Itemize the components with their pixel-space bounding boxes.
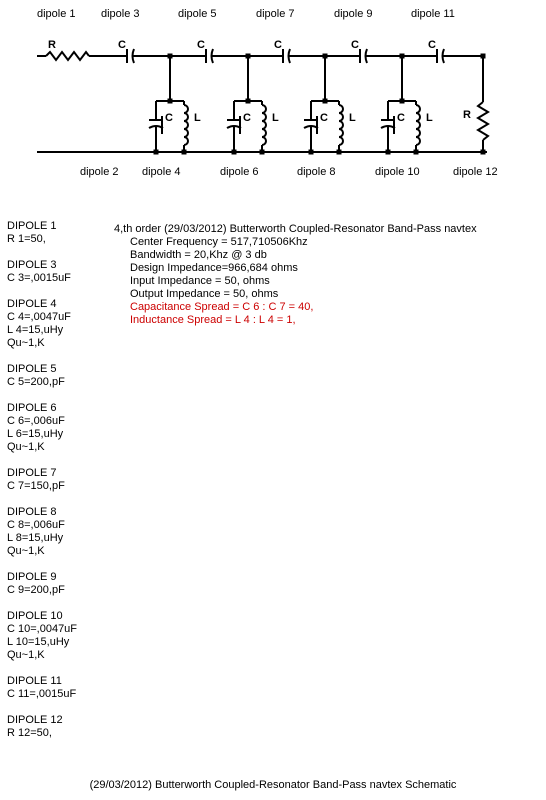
dipole-title: DIPOLE 5	[7, 363, 57, 375]
bottom-label-dipole-4: dipole 4	[142, 166, 181, 178]
bottom-label-dipole-12: dipole 12	[453, 166, 498, 178]
junction-dot	[232, 150, 237, 155]
junction-dot	[168, 54, 173, 59]
component-value: C 10=,0047uF	[7, 623, 78, 635]
junction-dot	[386, 150, 391, 155]
resistor-label-r12: R	[463, 109, 471, 121]
component-value: R 1=50,	[7, 233, 46, 245]
bandwidth: Bandwidth = 20,Khz @ 3 db	[130, 249, 267, 261]
series-capacitor-label: C	[197, 39, 205, 51]
dipole-title: DIPOLE 7	[7, 467, 57, 479]
junction-dot	[481, 150, 486, 155]
dipole-title: DIPOLE 4	[7, 298, 57, 310]
dipole-block	[7, 506, 117, 558]
input-impedance: Input Impedance = 50, ohms	[130, 275, 270, 287]
shunt-inductor	[184, 105, 188, 145]
dipole-title: DIPOLE 10	[7, 610, 63, 622]
component-value: L 6=15,uHy	[7, 428, 64, 440]
component-value: Qu~1,K	[7, 337, 45, 349]
series-capacitor-label: C	[351, 39, 359, 51]
center-frequency: Center Frequency = 517,710506Khz	[130, 236, 308, 248]
junction-dot	[337, 150, 342, 155]
component-value: C 4=,0047uF	[7, 311, 71, 323]
load-resistor	[478, 102, 488, 140]
design-impedance: Design Impedance=966,684 ohms	[130, 262, 298, 274]
top-label-dipole-5: dipole 5	[178, 8, 217, 20]
dipole-block	[7, 571, 117, 597]
top-label-dipole-3: dipole 3	[101, 8, 140, 20]
series-capacitor-label: C	[274, 39, 282, 51]
junction-dot	[323, 54, 328, 59]
shunt-inductor-label: L	[194, 112, 201, 124]
summary-heading: 4,th order (29/03/2012) Butterworth Coupled-Resonator Band-Pass navtex	[114, 223, 477, 235]
dipole-title: DIPOLE 12	[7, 714, 63, 726]
bottom-label-dipole-10: dipole 10	[375, 166, 420, 178]
component-value: Qu~1,K	[7, 545, 45, 557]
component-value: L 10=15,uHy	[7, 636, 70, 648]
dipole-title: DIPOLE 11	[7, 675, 62, 687]
dipole-title: DIPOLE 6	[7, 402, 57, 414]
component-value: C 9=200,pF	[7, 584, 65, 596]
dipole-title: DIPOLE 1	[7, 220, 57, 232]
series-capacitor-label: C	[118, 39, 126, 51]
shunt-capacitor-label: C	[397, 112, 405, 124]
shunt-inductor	[416, 105, 420, 145]
junction-dot	[260, 150, 265, 155]
shunt-inductor-label: L	[426, 112, 433, 124]
shunt-inductor	[339, 105, 343, 145]
input-resistor	[46, 52, 89, 60]
top-label-dipole-9: dipole 9	[334, 8, 373, 20]
schematic-caption: (29/03/2012) Butterworth Coupled-Resonator Band-Pass navtex Schematic	[89, 779, 457, 791]
junction-dot	[246, 54, 251, 59]
shunt-capacitor-label: C	[243, 112, 251, 124]
component-value: C 8=,006uF	[7, 519, 65, 531]
dipole-block	[7, 714, 117, 740]
junction-dot	[246, 99, 251, 104]
junction-dot	[323, 99, 328, 104]
junction-dot	[168, 99, 173, 104]
component-value: C 5=200,pF	[7, 376, 65, 388]
dipole-block	[7, 259, 117, 285]
dipole-block	[7, 220, 117, 246]
capacitance-spread: Capacitance Spread = C 6 : C 7 = 40,	[130, 301, 314, 313]
component-value: Qu~1,K	[7, 441, 45, 453]
dipole-title: DIPOLE 3	[7, 259, 57, 271]
dipole-block	[7, 675, 117, 701]
dipole-block	[7, 402, 117, 454]
top-label-dipole-7: dipole 7	[256, 8, 295, 20]
dipole-title: DIPOLE 9	[7, 571, 57, 583]
junction-dot	[182, 150, 187, 155]
component-value: C 6=,006uF	[7, 415, 65, 427]
component-value: R 12=50,	[7, 727, 52, 739]
bottom-label-dipole-2: dipole 2	[80, 166, 119, 178]
junction-dot	[154, 150, 159, 155]
junction-dot	[400, 99, 405, 104]
bottom-label-dipole-6: dipole 6	[220, 166, 259, 178]
dipole-title: DIPOLE 8	[7, 506, 57, 518]
component-value: C 7=150,pF	[7, 480, 65, 492]
top-label-dipole-11: dipole 11	[411, 8, 455, 20]
component-value: L 4=15,uHy	[7, 324, 64, 336]
shunt-inductor	[262, 105, 266, 145]
dipole-block	[7, 610, 117, 662]
dipole-block	[7, 298, 117, 350]
inductance-spread: Inductance Spread = L 4 : L 4 = 1,	[130, 314, 296, 326]
output-impedance: Output Impedance = 50, ohms	[130, 288, 279, 300]
filter-summary	[114, 223, 534, 327]
component-value: Qu~1,K	[7, 649, 45, 661]
dipole-block	[7, 467, 117, 493]
shunt-capacitor-label: C	[165, 112, 173, 124]
resistor-label-r1: R	[48, 39, 56, 51]
junction-dot	[481, 54, 486, 59]
component-value: C 3=,0015uF	[7, 272, 71, 284]
junction-dot	[400, 54, 405, 59]
shunt-inductor-label: L	[272, 112, 279, 124]
shunt-inductor-label: L	[349, 112, 356, 124]
dipole-block	[7, 363, 117, 389]
series-capacitor-label: C	[428, 39, 436, 51]
top-label-dipole-1: dipole 1	[37, 8, 76, 20]
component-value: L 8=15,uHy	[7, 532, 64, 544]
shunt-capacitor-label: C	[320, 112, 328, 124]
junction-dot	[414, 150, 419, 155]
component-values-list	[7, 220, 117, 753]
bottom-label-dipole-8: dipole 8	[297, 166, 336, 178]
component-value: C 11=,0015uF	[7, 688, 77, 700]
junction-dot	[309, 150, 314, 155]
